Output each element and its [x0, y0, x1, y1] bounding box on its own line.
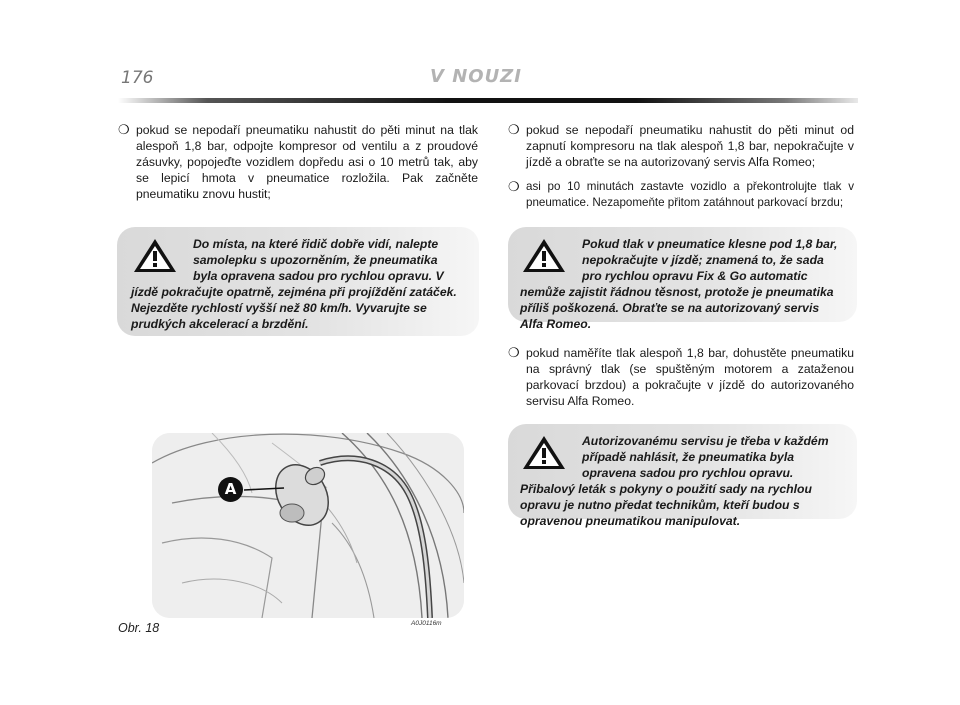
figure-illustration: [152, 433, 464, 618]
warning-triangle-icon: [131, 236, 179, 274]
warning-text: Pokud tlak v pneumatice klesne pod 1,8 bar, nepokračujte v jízdě; znamená to, že sada pro rychlou opravu Fix & Go automatic nemůže zajistit řádnou těsnost, protože je pneumatika příliš poškozená. Obraťte se na autorizovaný servis Alfa Romeo.: [520, 237, 838, 331]
bullet-text: pokud se nepodaří pneumatiku nahustit do pěti minut od zapnutí kompresoru na tlak alespoň 1,8 bar, nepokračujte v jízdě a obraťte se na autorizovaný servis Alfa Romeo;: [526, 123, 854, 169]
figure-caption: Obr. 18: [118, 621, 160, 635]
warning-text: Do místa, na které řidič dobře vidí, nalepte samolepku s upozorněním, že pneumatika byla opravena sadou pro rychlou opravu. V jízdě pokračujte opatrně, zejména při projíždění zatáček. Nejezděte rychlostí vyšší než 80 km/h. Vyvarujte se prudkých akcelerací a brzdění.: [131, 237, 457, 331]
bullet-text: asi po 10 minutách zastavte vozidlo a překontrolujte tlak v pneumatice. Nezapomeňte přitom zatáhnout parkovací brzdu;: [526, 180, 854, 209]
callout-a: A: [218, 477, 243, 502]
figure-code: A0J0116m: [411, 620, 442, 627]
right-bullet-2: [508, 179, 854, 211]
bullet-text: pokud naměříte tlak alespoň 1,8 bar, dohustěte pneumatiku na správný tlak (se spuštěným motorem a zataženou parkovací brzdou) a pokračujte v jízdě do autorizovaného servisu Alfa Romeo.: [526, 346, 854, 408]
bullet-marker-icon: ❍: [118, 122, 130, 137]
tyre-valve-illustration: [152, 433, 464, 618]
warning-text: Autorizovanému servisu je třeba v každém případě nahlásit, že pneumatika byla opravena sadou pro rychlou opravu. Přibalový leták s pokyny o použití sady na rychlou opravu je nutno předat technikům, kteří budou s opravenou pneumatikou manipulovat.: [520, 434, 829, 528]
bullet-marker-icon: ❍: [508, 179, 520, 194]
bullet-marker-icon: ❍: [508, 345, 520, 360]
bullet-marker-icon: ❍: [508, 122, 520, 137]
bullet-text: pokud se nepodaří pneumatiku nahustit do pěti minut na tlak alespoň 1,8 bar, odpojte kompresor od ventilu a z proudové zásuvky, popojeďte vozidlem dopředu asi o 10 metrů tak, aby se lepicí hmota v pneumatice rozložila. Pak začněte pneumatiku znovu hustit;: [136, 123, 478, 201]
right-warning-box-1: [508, 227, 857, 331]
header-rule: [118, 98, 858, 103]
section-title: V NOUZI: [430, 66, 522, 87]
warning-triangle-icon: [520, 236, 568, 274]
warning-triangle-icon: [520, 433, 568, 471]
right-bullet-1: [508, 122, 854, 170]
right-bullet-3: [508, 345, 854, 409]
left-warning-box: [117, 227, 479, 336]
right-warning-box-2: [508, 424, 857, 528]
left-bullet-1: [118, 122, 478, 202]
page-number: 176: [121, 68, 154, 88]
